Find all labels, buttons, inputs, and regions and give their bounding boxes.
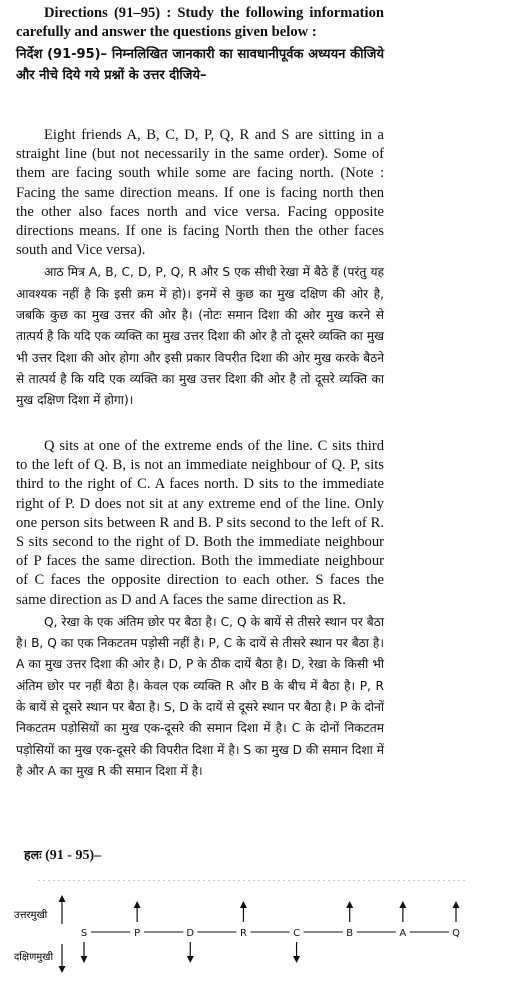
person-b-north-arrow-head (346, 901, 353, 908)
person-a-north-arrow-head (399, 901, 406, 908)
person-s-south-arrow-head (81, 956, 88, 963)
person-a-label: A (399, 928, 407, 939)
solution-label-hindi: हलः (24, 847, 42, 862)
south-legend-arrow-head (59, 966, 66, 973)
paragraph-1 (16, 126, 384, 412)
north-legend (14, 895, 66, 924)
south-label: दक्षिणमुखी (14, 952, 54, 963)
solution-label (24, 846, 101, 864)
person-c-south-arrow-head (293, 956, 300, 963)
persons-row (81, 901, 461, 963)
directions-hindi: निर्देश (91-95)– निम्नलिखित जानकारी का सावधानीपूर्वक अध्ययन कीजिये और नीचे दिये गये प्रश्नों के उत्तर दीजिये– (16, 47, 384, 84)
person-d-label: D (186, 928, 195, 939)
paragraph-2 (16, 437, 384, 782)
person-p-north-arrow-head (134, 901, 141, 908)
north-label: उत्तरमुखी (14, 910, 48, 921)
person-c-label: C (293, 928, 301, 939)
person-q-north-arrow-head (453, 901, 460, 908)
person-r-label: R (239, 928, 247, 939)
paragraph-1-english: Eight friends A, B, C, D, P, Q, R and S are sitting in a straight line (but not necessarily in the same order). Some of them are facing south while some are facing north. (Note : Facing the same direction means. If one is facing north then the other also faces north and vice versa. Facing opposite directions means. If one is facing North then the other faces south and Vice versa). (16, 127, 384, 259)
paragraph-2-english: Q sits at one of the extreme ends of the line. C sits third to the left of Q. B, is not an immediate neighbour of Q. P, sits third to the right of C. A faces north. D sits to the immediate right of P. D does not sit at any extreme end of the line. Only one person sits between R and B. P sits second to the left of R. S sits second to the right of D. Both the immediate neighbour of P faces the same direction. Both the immediate neighbour of C faces the opposite direction to each other. S faces the same direction as D and A faces the same direction as R. (16, 438, 384, 608)
person-s-label: S (80, 928, 88, 939)
person-p-label: P (134, 928, 141, 939)
directions-english: Directions (91–95) : Study the following information carefully and answer the questions given below : (16, 5, 384, 41)
north-legend-arrow-head (59, 895, 66, 902)
person-r-north-arrow-head (240, 901, 247, 908)
paragraph-2-hindi: Q, रेखा के एक अंतिम छोर पर बैठा है। C, Q के बायें से तीसरे स्थान पर बैठा है। B, Q का एक निकटतम पड़ोसी नहीं है। P, C के दायें से तीसरे स्थान पर बैठा है। A का मुख उत्तर दिशा की ओर है। D, P के ठीक दायें बैठा है। D, रेखा के किसी भी अंतिम छोर पर नहीं बैठा है। केवल एक व्यक्ति R और B के बीच में बैठा है। P, R के बायें से दूसरे स्थान पर बैठा है। S, D के दायें से दूसरे स्थान पर बैठा है। P के दोनों निकटतम पड़ोसियों का मुख एक-दूसरे की समान दिशा में है। C के दोनों निकटतम पड़ोसियों का मुख एक-दूसरे की विपरीत दिशा में है। S का मुख D की समान दिशा में है और A का मुख R की समान दिशा में है। (16, 614, 385, 778)
person-d-south-arrow-head (187, 956, 194, 963)
directions-block (16, 4, 384, 86)
solution-label-range: (91 - 95)– (45, 848, 102, 863)
person-q-label: Q (452, 928, 460, 939)
seating-diagram (0, 880, 509, 990)
south-legend (14, 944, 66, 973)
person-b-label: B (346, 928, 354, 939)
paragraph-1-hindi: आठ मित्र A, B, C, D, P, Q, R और S एक सीधी रेखा में बैठे हैं (परंतु यह आवश्यक नहीं है कि इसी क्रम में हो)। इनमें से कुछ का मुख दक्षिण की ओर है, जबकि कुछ का मुख उत्तर की ओर है। (नोटः समान दिशा की ओर मुख करने से तात्पर्य है कि यदि एक व्यक्ति का मुख उत्तर दिशा की ओर है तो दूसरे व्यक्ति का मुख भी उत्तर दिशा की ओर होगा और इसी प्रकार विपरीत दिशा की ओर मुख करके बैठने से तात्पर्य है कि यदि एक व्यक्ति का मुख उत्तर दिशा की ओर है तो दूसरे व्यक्ति का मुख दक्षिण दिशा में होगा)। (16, 265, 384, 408)
